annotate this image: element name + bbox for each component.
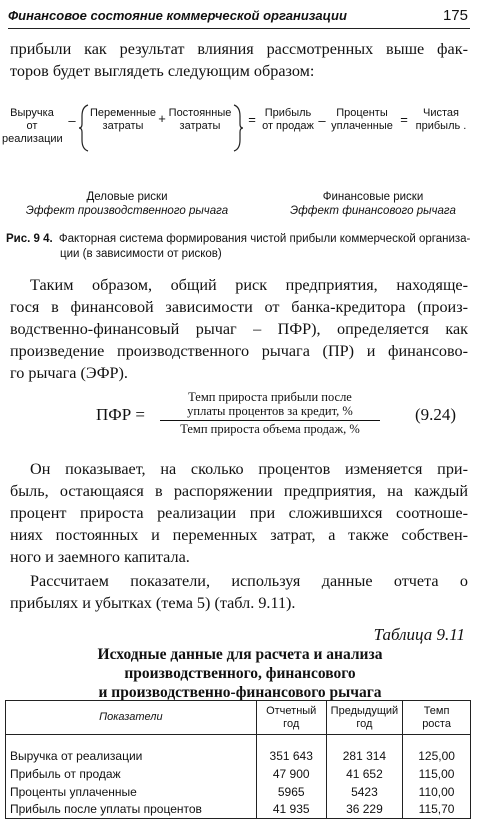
text-line: торов будет выглядеть следующим образом: [10,62,315,80]
table-row [6,765,471,783]
text-line: произведение производственного рычага (ПР) и финансово- [10,342,468,360]
diagram-text: Эффект производственного рычага [25,205,229,217]
diagram-text: Проценты [336,107,388,119]
header-line: год [283,717,300,730]
formula-lhs: ПФР = [96,405,145,424]
diagram-text: от [26,120,38,132]
table-cell: 47 900 [256,765,326,783]
table-row [6,747,471,765]
text-line: прибылях и убытках (тема 5) (табл. 9.11). [10,594,296,612]
table-title-line: производственного, финансового [124,665,356,682]
diagram-operating-profit [258,107,318,133]
diagram-text: Выручка [10,107,54,119]
diagram-text: Эффект финансового рычага [290,205,456,217]
column-header: Показатели [6,701,257,735]
text-line: быль, остающаяся в распоряжении предприятия, на каждый [10,482,468,500]
table-spacer-row [6,735,471,747]
header-line: Темп [423,704,450,717]
row-label: Выручка от реализации [6,747,257,765]
diagram-text: Прибыль [264,107,312,119]
diagram-text: затраты [102,120,144,132]
formula-number: (9.24) [415,405,457,424]
equals-sign: = [400,112,408,127]
plus-sign: + [158,111,166,126]
row-label: Прибыль после уплаты процентов [6,801,257,819]
intro-paragraph [10,38,468,82]
minus-sign: – [318,113,326,128]
fraction-bar [160,420,380,421]
diagram-text: затраты [179,120,221,132]
paragraph [10,458,468,568]
header-line: Отчетный [266,704,317,717]
text-line: Таким образом, общий риск предприятия, находяще- [30,276,468,294]
diagram-text: Постоянные [168,107,232,119]
table-cell: 41 652 [326,765,402,783]
column-header [256,701,326,735]
diagram-variable-costs [88,107,158,133]
table-row [6,783,471,801]
denominator: Темп прироста объема продаж, % [180,422,360,436]
diagram-text: от продаж [262,120,314,132]
data-table [5,700,471,819]
table-cell: 36 229 [326,801,402,819]
diagram-interest-paid [328,107,396,133]
table-header-row [6,701,471,735]
diagram-revenue [2,107,62,146]
minus-sign: – [68,113,76,128]
column-header [403,701,471,735]
text-line: го рычага (ЭФР). [10,364,128,382]
header-line: роста [422,717,451,730]
diagram-text: реализации [2,133,63,145]
text-line: прибыли как результат влияния рассмотренных выше фак- [10,40,468,58]
text-line: Он показывает, на сколько процентов изменяется при- [30,460,468,478]
row-label: Проценты уплаченные [6,783,257,801]
diagram-fixed-costs [165,107,235,133]
header-line: год [356,717,373,730]
table-row [6,801,471,819]
diagram-net-profit [410,107,472,133]
caption-line: Факторная система формирования чистой прибыли коммерческой организа- [58,233,471,245]
table-cell: 125,00 [403,747,471,765]
table-cell: 5423 [326,783,402,801]
diagram-text: Чистая [423,107,459,119]
numerator-line: Темп прироста прибыли после [188,390,352,404]
column-header [326,701,402,735]
figure-label: Рис. 9 4. [6,233,53,245]
numerator [160,390,380,418]
table-cell: 110,00 [403,783,471,801]
text-line: ниях постоянных и переменных затрат, а также собствен- [10,526,468,544]
figure-caption [6,232,474,262]
running-title: Финансовое состояние коммерческой организации [8,8,347,23]
caption-line: ции (в зависимости от рисков) [60,248,222,260]
right-brace [232,104,244,152]
diagram-text: Деловые риски [86,191,168,203]
table-cell: 115,00 [403,765,471,783]
row-label: Прибыль от продаж [6,765,257,783]
table-cell: 281 314 [326,747,402,765]
text-line: Рассчитаем показатели, используя данные отчета о [30,572,468,590]
page-number: 175 [442,7,468,24]
text-line: гося в финансовой зависимости от банка-кредитора (произ- [10,298,468,316]
table-title [20,645,460,702]
header-line: Предыдущий [330,704,399,717]
formula-fraction [160,390,380,436]
equals-sign: = [248,112,256,127]
diagram-text: уплаченные [331,120,393,132]
text-line: процент прироста реализации при сложившихся соотноше- [10,504,468,522]
paragraph [10,570,468,614]
table-label: Таблица 9.11 [373,625,465,644]
table-title-line: и производственно-финансового рычага [98,684,382,701]
diagram-text: прибыль . [415,120,467,132]
text-line: водственно-финансовый рычаг – ПФР), определяется как [10,320,468,338]
table-cell: 41 935 [256,801,326,819]
text-line: ного и заемного капитала. [10,548,190,566]
diagram-text: Переменные [89,107,157,119]
numerator-line: уплаты процентов за кредит, % [187,404,353,418]
paragraph [10,274,468,384]
financial-risks-label [268,190,477,218]
table-cell: 115,70 [403,801,471,819]
table-title-line: Исходные данные для расчета и анализа [97,646,383,663]
table-cell: 351 643 [256,747,326,765]
diagram-text: Финансовые риски [322,191,424,203]
business-risks-label [22,190,232,218]
page-header [8,6,470,29]
table-cell: 5965 [256,783,326,801]
